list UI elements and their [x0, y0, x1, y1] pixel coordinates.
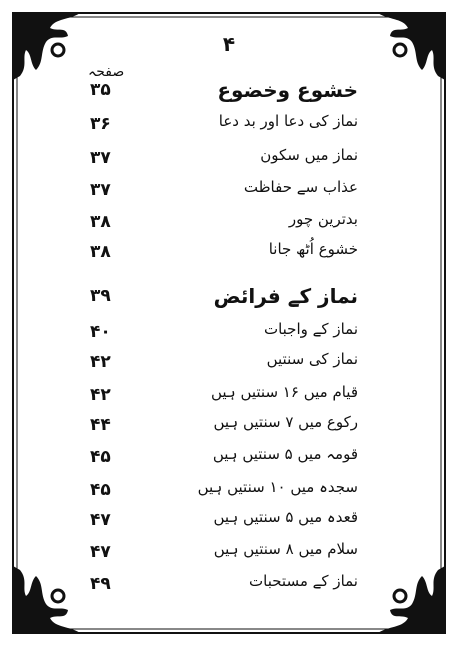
toc-page-number: ۴۵	[90, 447, 111, 467]
toc-entry-title: سجدہ میں ۱۰ سنتیں ہیں	[197, 478, 358, 496]
toc-row	[80, 240, 358, 266]
toc-entry-title: قیام میں ۱۶ سنتیں ہیں	[210, 383, 358, 401]
toc-row	[80, 210, 358, 236]
toc-row	[80, 508, 358, 534]
page-column-heading: صفحہ	[88, 64, 125, 80]
toc-page-number: ۴۷	[90, 542, 111, 562]
toc-entry-title: بدترین چور	[288, 210, 358, 228]
toc-entry-title: قعدہ میں ۵ سنتیں ہیں	[213, 508, 358, 526]
toc-entry-title: نماز کی سنتیں	[266, 350, 358, 368]
toc-row	[80, 445, 358, 471]
toc-row	[80, 413, 358, 439]
toc-row	[80, 572, 358, 598]
toc-row	[80, 78, 358, 104]
toc-page-number: ۴۴	[90, 415, 111, 435]
toc-page-number: ۴۲	[90, 385, 111, 405]
toc-entry-title: خشوع اُٹھ جانا	[268, 240, 358, 258]
toc-row	[80, 284, 358, 310]
toc-page-number: ۳۶	[90, 114, 111, 134]
toc-page-number: ۴۹	[90, 574, 111, 594]
toc-row	[80, 540, 358, 566]
toc-entry-title: نماز کے مستحبات	[249, 572, 358, 590]
toc-entry-title: سلام میں ۸ سنتیں ہیں	[213, 540, 358, 558]
toc-page-number: ۳۷	[90, 180, 111, 200]
toc-page-number: ۳۸	[90, 212, 111, 232]
toc-row	[80, 478, 358, 504]
toc-section-heading: خشوع وخضوع	[217, 78, 358, 102]
toc-page-number: ۴۰	[90, 322, 111, 342]
toc-section-heading: نماز کے فرائض	[213, 284, 358, 308]
toc-row	[80, 178, 358, 204]
toc-row	[80, 320, 358, 346]
toc-page-number: ۳۹	[90, 286, 111, 306]
toc-page-number: ۴۵	[90, 480, 111, 500]
page-number: ۴	[222, 32, 236, 56]
toc-row	[80, 146, 358, 172]
toc-row	[80, 350, 358, 376]
toc-row	[80, 383, 358, 409]
toc-page-number: ۳۸	[90, 242, 111, 262]
toc-row	[80, 112, 358, 138]
toc-entry-title: عذاب سے حفاظت	[243, 178, 358, 196]
toc-entry-title: قومہ میں ۵ سنتیں ہیں	[212, 445, 358, 463]
toc-page-number: ۳۷	[90, 148, 111, 168]
toc-page-number: ۳۵	[90, 80, 111, 100]
toc-entry-title: نماز میں سکون	[260, 146, 358, 164]
toc-page-number: ۴۷	[90, 510, 111, 530]
toc-entry-title: رکوع میں ۷ سنتیں ہیں	[213, 413, 358, 431]
toc-entry-title: نماز کی دعا اور بد دعا	[218, 112, 358, 130]
toc-page-number: ۴۲	[90, 352, 111, 372]
toc-entry-title: نماز کے واجبات	[263, 320, 358, 338]
